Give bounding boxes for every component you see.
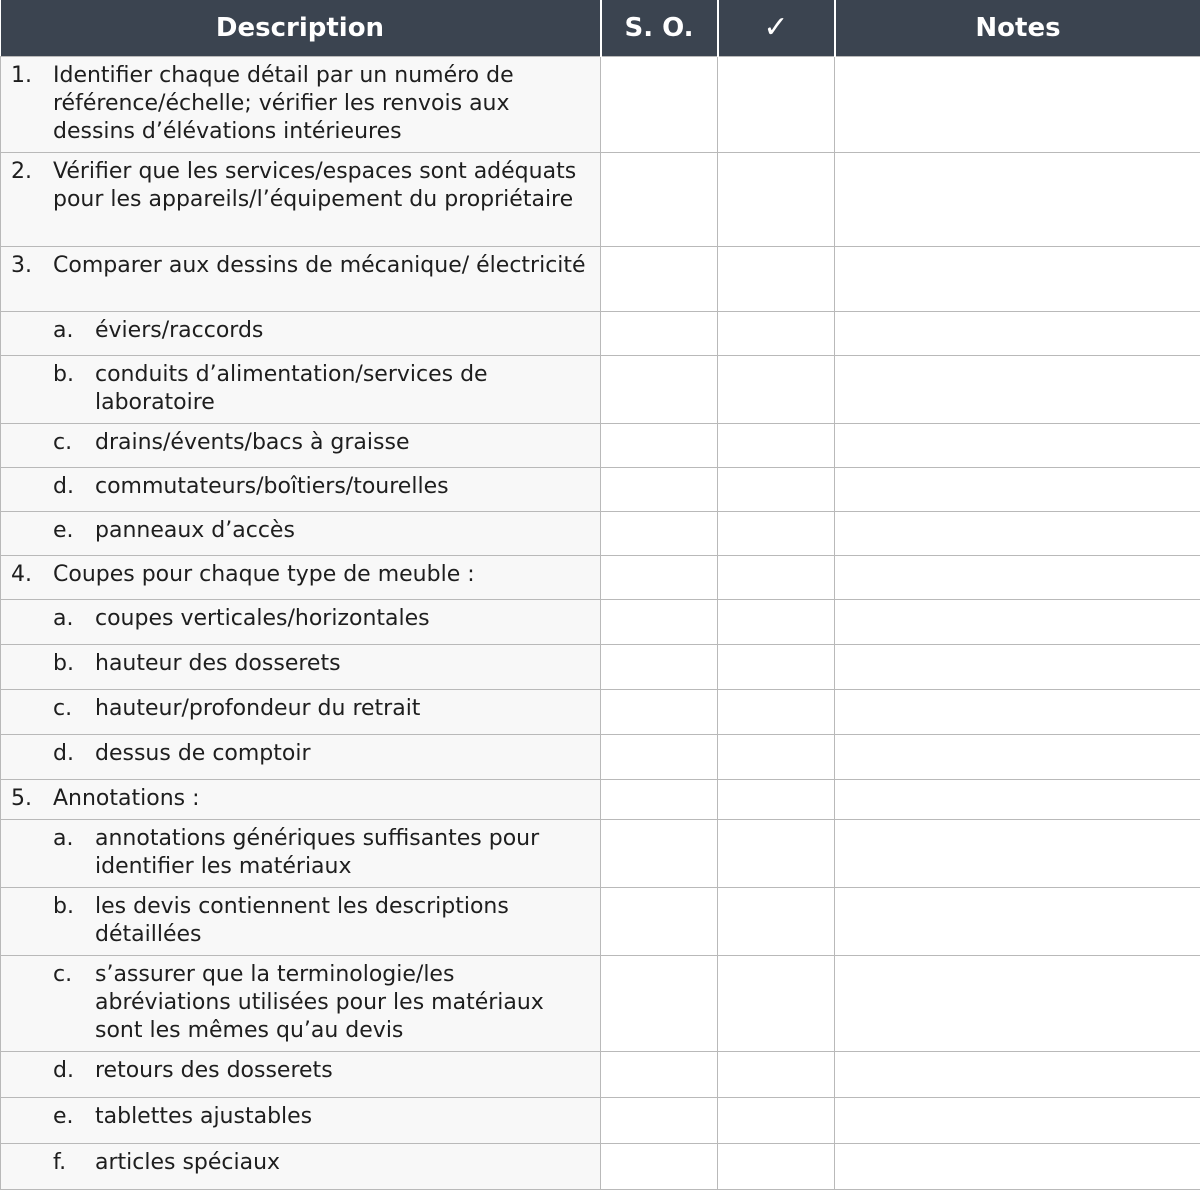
description-cell	[1, 820, 601, 888]
so-cell[interactable]	[601, 1144, 718, 1190]
notes-cell[interactable]	[835, 956, 1200, 1052]
item-text: coupes verticales/horizontales	[95, 605, 590, 633]
description-cell	[1, 1098, 601, 1144]
so-cell[interactable]	[601, 1052, 718, 1098]
description-cell	[1, 888, 601, 956]
description-cell	[1, 1052, 601, 1098]
notes-cell[interactable]	[835, 1052, 1200, 1098]
item-number: d.	[53, 1057, 95, 1085]
table-row	[1, 468, 1200, 512]
check-cell[interactable]	[718, 1052, 835, 1098]
table-row	[1, 556, 1200, 600]
check-cell[interactable]	[718, 888, 835, 956]
item-number: b.	[53, 361, 95, 417]
item-number: b.	[53, 650, 95, 678]
notes-cell[interactable]	[835, 153, 1200, 247]
table-row	[1, 312, 1200, 356]
notes-cell[interactable]	[835, 690, 1200, 735]
so-cell[interactable]	[601, 735, 718, 780]
description-cell	[1, 556, 601, 600]
item-number: 3.	[11, 252, 53, 280]
sub-item	[11, 1149, 590, 1177]
description-cell	[1, 1144, 601, 1190]
notes-cell[interactable]	[835, 356, 1200, 424]
check-cell[interactable]	[718, 780, 835, 820]
check-cell[interactable]	[718, 247, 835, 312]
description-cell	[1, 153, 601, 247]
item-text: s’assurer que la terminologie/les abréviations utilisées pour les matériaux sont les mêmes qu’au devis	[95, 961, 590, 1045]
check-cell[interactable]	[718, 356, 835, 424]
list-item	[11, 158, 590, 214]
so-cell[interactable]	[601, 645, 718, 690]
table-row	[1, 600, 1200, 645]
description-cell	[1, 512, 601, 556]
check-cell[interactable]	[718, 690, 835, 735]
notes-cell[interactable]	[835, 247, 1200, 312]
item-text: éviers/raccords	[95, 317, 590, 345]
check-cell[interactable]	[718, 512, 835, 556]
check-cell[interactable]	[718, 57, 835, 153]
so-cell[interactable]	[601, 888, 718, 956]
so-cell[interactable]	[601, 780, 718, 820]
table-body	[1, 57, 1200, 1190]
item-text: articles spéciaux	[95, 1149, 590, 1177]
item-text: Coupes pour chaque type de meuble :	[53, 561, 590, 589]
so-cell[interactable]	[601, 312, 718, 356]
table-row	[1, 1144, 1200, 1190]
sub-item	[11, 317, 590, 345]
list-item	[11, 252, 590, 280]
table-row	[1, 956, 1200, 1052]
notes-cell[interactable]	[835, 820, 1200, 888]
so-cell[interactable]	[601, 600, 718, 645]
item-number: d.	[53, 473, 95, 501]
check-cell[interactable]	[718, 735, 835, 780]
so-cell[interactable]	[601, 57, 718, 153]
item-text: Identifier chaque détail par un numéro de référence/échelle; vérifier les renvois aux dessins d’élévations intérieures	[53, 62, 590, 146]
table-row	[1, 1052, 1200, 1098]
table-row	[1, 57, 1200, 153]
item-text: conduits d’alimentation/services de laboratoire	[95, 361, 590, 417]
check-cell[interactable]	[718, 556, 835, 600]
table-header	[1, 0, 1200, 57]
description-cell	[1, 690, 601, 735]
check-cell[interactable]	[718, 153, 835, 247]
sub-item	[11, 825, 590, 881]
table-row	[1, 690, 1200, 735]
description-cell	[1, 424, 601, 468]
so-cell[interactable]	[601, 820, 718, 888]
sub-item	[11, 361, 590, 417]
table-row	[1, 780, 1200, 820]
description-cell	[1, 956, 601, 1052]
item-text: Comparer aux dessins de mécanique/ électricité	[53, 252, 590, 280]
item-number: a.	[53, 317, 95, 345]
description-cell	[1, 312, 601, 356]
sub-item	[11, 961, 590, 1045]
table-row	[1, 247, 1200, 312]
item-text: commutateurs/boîtiers/tourelles	[95, 473, 590, 501]
so-cell[interactable]	[601, 424, 718, 468]
item-text: drains/évents/bacs à graisse	[95, 429, 590, 457]
description-cell	[1, 57, 601, 153]
description-cell	[1, 468, 601, 512]
table-row	[1, 153, 1200, 247]
item-number: d.	[53, 740, 95, 768]
notes-cell[interactable]	[835, 468, 1200, 512]
table-row	[1, 1098, 1200, 1144]
so-cell[interactable]	[601, 356, 718, 424]
header-description: Description	[1, 0, 601, 57]
so-cell[interactable]	[601, 153, 718, 247]
description-cell	[1, 600, 601, 645]
list-item	[11, 785, 590, 813]
sub-item	[11, 517, 590, 545]
item-text: tablettes ajustables	[95, 1103, 590, 1131]
item-text: dessus de comptoir	[95, 740, 590, 768]
item-text: hauteur/profondeur du retrait	[95, 695, 590, 723]
check-cell[interactable]	[718, 645, 835, 690]
list-item	[11, 62, 590, 146]
item-text: panneaux d’accès	[95, 517, 590, 545]
table-row	[1, 888, 1200, 956]
sub-item	[11, 650, 590, 678]
item-number: e.	[53, 1103, 95, 1131]
item-text: les devis contiennent les descriptions détaillées	[95, 893, 590, 949]
item-number: c.	[53, 695, 95, 723]
description-cell	[1, 645, 601, 690]
check-cell[interactable]	[718, 312, 835, 356]
check-cell[interactable]	[718, 820, 835, 888]
notes-cell[interactable]	[835, 57, 1200, 153]
notes-cell[interactable]	[835, 1144, 1200, 1190]
table-row	[1, 424, 1200, 468]
notes-cell[interactable]	[835, 1098, 1200, 1144]
item-number: c.	[53, 961, 95, 1045]
item-number: e.	[53, 517, 95, 545]
notes-cell[interactable]	[835, 645, 1200, 690]
check-cell[interactable]	[718, 1098, 835, 1144]
sub-item	[11, 695, 590, 723]
notes-cell[interactable]	[835, 780, 1200, 820]
item-text: hauteur des dosserets	[95, 650, 590, 678]
header-check	[718, 0, 835, 57]
so-cell[interactable]	[601, 247, 718, 312]
description-cell	[1, 247, 601, 312]
check-cell[interactable]	[718, 956, 835, 1052]
item-text: annotations génériques suffisantes pour identifier les matériaux	[95, 825, 590, 881]
table-row	[1, 645, 1200, 690]
table-row	[1, 512, 1200, 556]
check-cell[interactable]	[718, 1144, 835, 1190]
notes-cell[interactable]	[835, 556, 1200, 600]
sub-item	[11, 605, 590, 633]
item-number: 1.	[11, 62, 53, 146]
so-cell[interactable]	[601, 512, 718, 556]
check-cell[interactable]	[718, 424, 835, 468]
so-cell[interactable]	[601, 956, 718, 1052]
item-number: f.	[53, 1149, 95, 1177]
description-cell	[1, 780, 601, 820]
so-cell[interactable]	[601, 468, 718, 512]
notes-cell[interactable]	[835, 600, 1200, 645]
item-number: 2.	[11, 158, 53, 214]
item-text: Vérifier que les services/espaces sont adéquats pour les appareils/l’équipement du propriétaire	[53, 158, 590, 214]
list-item	[11, 561, 590, 589]
sub-item	[11, 893, 590, 949]
notes-cell[interactable]	[835, 312, 1200, 356]
so-cell[interactable]	[601, 1098, 718, 1144]
item-number: 4.	[11, 561, 53, 589]
item-number: a.	[53, 605, 95, 633]
table-row	[1, 735, 1200, 780]
item-number: b.	[53, 893, 95, 949]
sub-item	[11, 473, 590, 501]
item-text: Annotations :	[53, 785, 590, 813]
header-notes: Notes	[835, 0, 1200, 57]
item-number: a.	[53, 825, 95, 881]
description-cell	[1, 356, 601, 424]
checkmark-icon: ✓	[763, 10, 788, 45]
item-number: c.	[53, 429, 95, 457]
table-row	[1, 820, 1200, 888]
sub-item	[11, 1103, 590, 1131]
check-cell[interactable]	[718, 600, 835, 645]
check-cell[interactable]	[718, 468, 835, 512]
so-cell[interactable]	[601, 690, 718, 735]
notes-cell[interactable]	[835, 424, 1200, 468]
sub-item	[11, 740, 590, 768]
notes-cell[interactable]	[835, 512, 1200, 556]
sub-item	[11, 429, 590, 457]
item-number: 5.	[11, 785, 53, 813]
description-cell	[1, 735, 601, 780]
notes-cell[interactable]	[835, 888, 1200, 956]
notes-cell[interactable]	[835, 735, 1200, 780]
table-row	[1, 356, 1200, 424]
sub-item	[11, 1057, 590, 1085]
so-cell[interactable]	[601, 556, 718, 600]
header-so: S. O.	[601, 0, 718, 57]
item-text: retours des dosserets	[95, 1057, 590, 1085]
